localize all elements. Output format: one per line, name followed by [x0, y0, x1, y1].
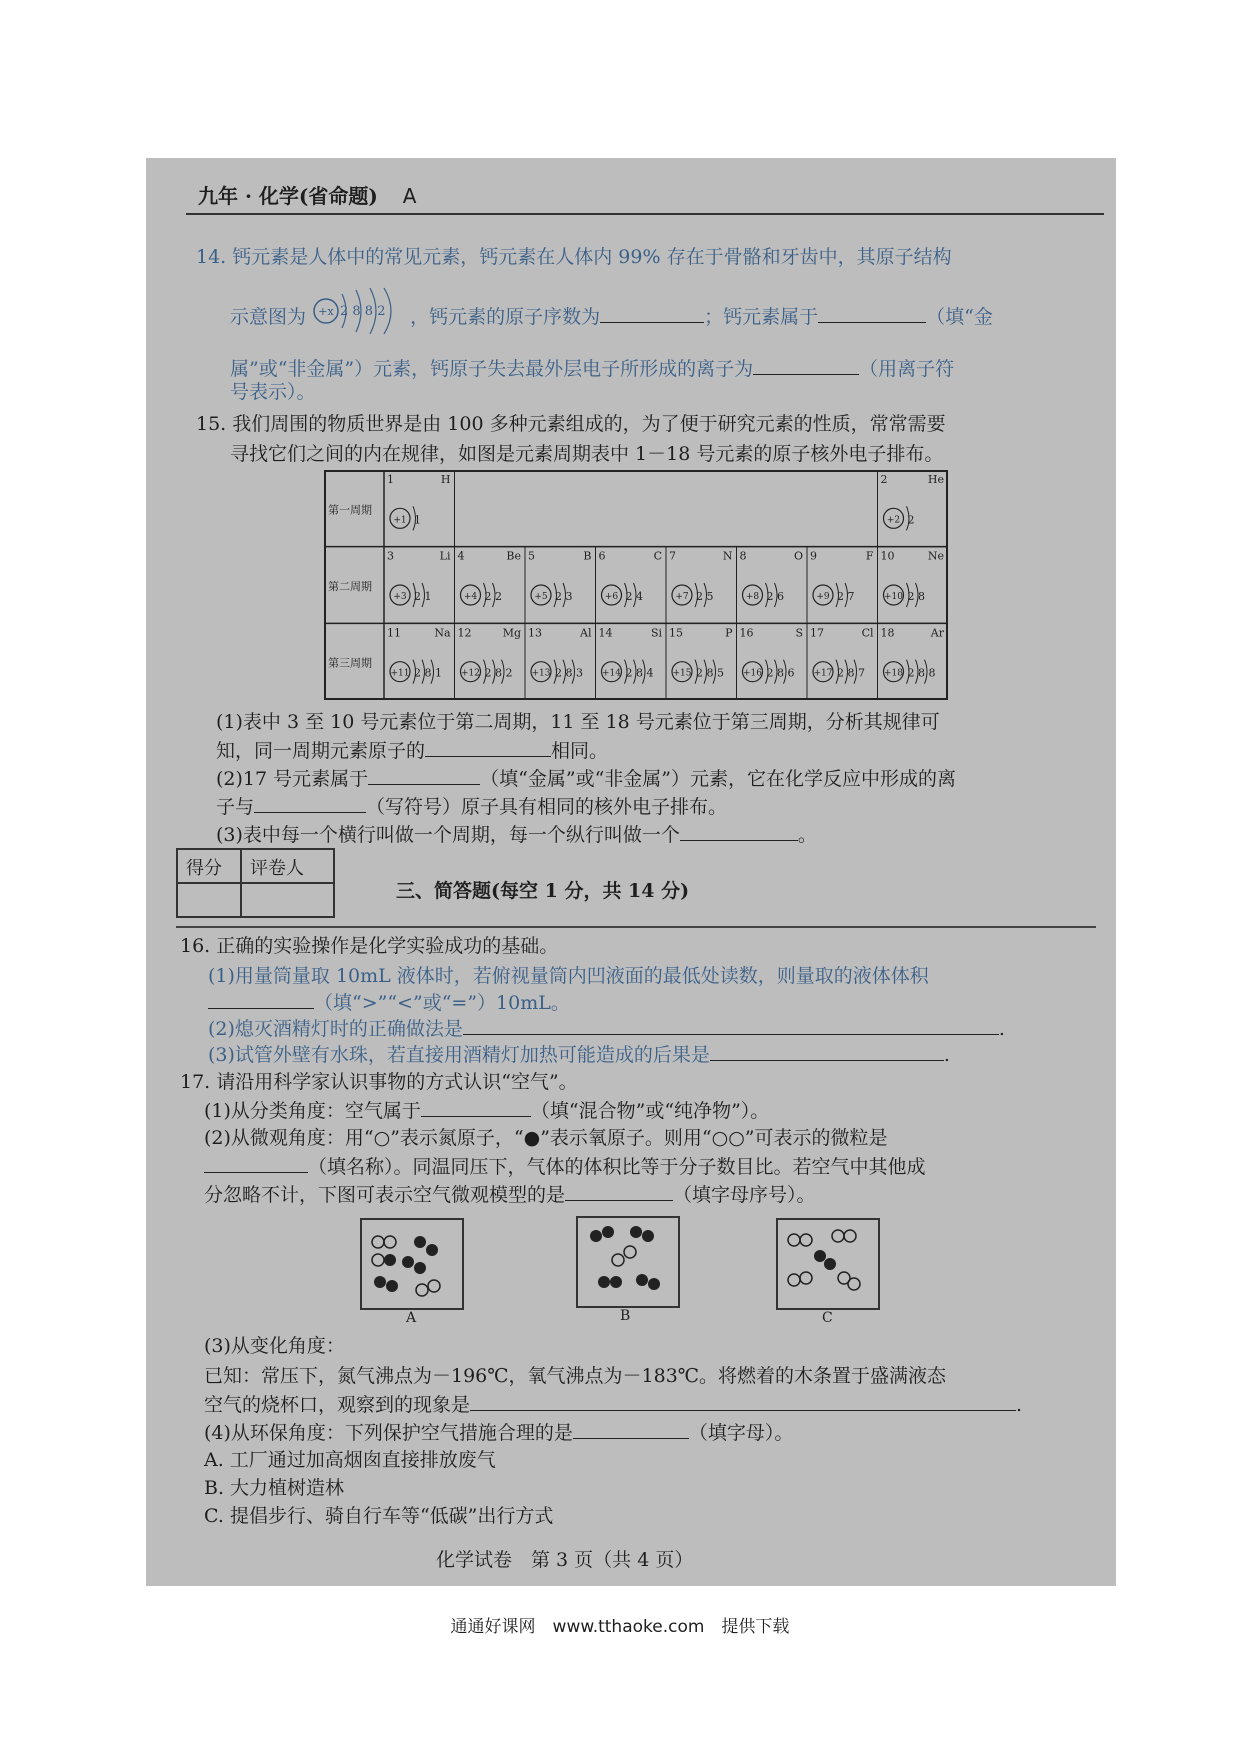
answer-blank[interactable]: [753, 356, 859, 375]
model-a-label: A: [406, 1310, 417, 1326]
element-symbol: H: [440, 473, 451, 486]
nucleus-charge: +11: [390, 668, 410, 679]
nucleus-charge: +2: [886, 515, 901, 526]
q15-p1-post: 相同。: [551, 740, 609, 762]
score-label: 得分: [186, 858, 222, 879]
period-label: 第二周期: [328, 580, 372, 593]
nucleus-charge: +1: [393, 515, 407, 526]
site-footer: 通通好课网 www.tthaoke.com 提供下载: [450, 1617, 790, 1637]
answer-blank[interactable]: [565, 1182, 673, 1201]
q15-p2-line1: [216, 766, 956, 791]
q14-line2-mid: ，钙元素的原子序数为: [410, 306, 601, 328]
atomic-number: 2: [880, 473, 888, 486]
element-cell: [455, 547, 526, 624]
period-label: 第三周期: [328, 656, 372, 670]
answer-blank[interactable]: [600, 304, 704, 323]
electron-shells: 2 8 3: [555, 666, 583, 680]
q17-p1-post: （填“混合物”或“纯净物”）。: [530, 1100, 770, 1122]
section-title: 三、简答题(每空 1 分，共 14 分): [396, 880, 690, 902]
atomic-number: 12: [457, 626, 472, 640]
electron-shells: 1: [414, 513, 421, 527]
nucleus-charge: +5: [534, 592, 548, 602]
atomic-number: 5: [528, 549, 535, 563]
answer-blank[interactable]: [425, 738, 551, 757]
model-c[interactable]: [776, 1218, 880, 1310]
electron-shells: 2 8 8: [907, 666, 936, 680]
q15-p1-line1: (1)表中 3 至 10 号元素位于第二周期，11 至 18 号元素位于第三周期，分析其规律可: [216, 711, 940, 733]
electron-shells: 2 2: [484, 590, 502, 603]
q15-p1-pre: 知，同一周期元素原子的: [216, 740, 426, 762]
element-cell: [807, 623, 878, 700]
q15-p2-line2: [216, 794, 727, 819]
table-border: [325, 471, 947, 699]
nucleus-charge: +12: [461, 668, 480, 679]
model-b-particles: [578, 1218, 678, 1306]
q17-p3-line2-text: 空气的烧杯口，观察到的现象是: [204, 1394, 471, 1416]
answer-blank[interactable]: [204, 1154, 308, 1173]
element-cell: [666, 623, 737, 700]
electron-shells: 2 8: [907, 590, 925, 603]
element-cell: [525, 547, 596, 624]
nucleus-charge: +3: [393, 592, 407, 602]
q17-p4-pre: (4)从环保角度：下列保护空气措施合理的是: [204, 1422, 573, 1444]
element-cell: [384, 623, 455, 700]
model-b-label: B: [620, 1308, 631, 1324]
q16-stem: 16. 正确的实验操作是化学实验成功的基础。: [180, 935, 559, 957]
page-number-footer: 化学试卷 第 3 页（共 4 页）: [436, 1549, 694, 1571]
element-symbol: Cl: [861, 626, 874, 640]
option-b: B. 大力植树造林: [204, 1477, 345, 1499]
q16-p1-line1: (1)用量筒量取 10mL 液体时，若俯视量筒内凹液面的最低处读数，则量取的液体体积: [208, 965, 929, 987]
q16-p3: (3)试管外壁有水珠，若直接用酒精灯加热可能造成的后果是 .: [208, 1044, 950, 1066]
page-header: [198, 180, 416, 209]
option-c: C. 提倡步行、骑自行车等“低碳”出行方式: [204, 1505, 554, 1527]
q15-p3-pre: (3)表中每一个横行叫做一个周期，每一个纵行叫做一个: [216, 824, 680, 846]
element-cell: [666, 547, 737, 624]
answer-blank[interactable]: [470, 1392, 1016, 1411]
element-symbol: Li: [439, 549, 451, 563]
element-cell: [737, 547, 808, 624]
answer-blank[interactable]: [710, 1042, 944, 1061]
answer-blank[interactable]: [254, 794, 366, 813]
header-rule: [186, 213, 1104, 215]
element-cell: [525, 623, 596, 700]
atomic-number: 15: [669, 626, 683, 640]
nucleus-charge: +8: [745, 592, 760, 602]
q15-p2-line2-pre: 子与: [216, 796, 255, 818]
q16-p2-text: (2)熄灭酒精灯时的正确做法是: [208, 1018, 463, 1040]
nucleus-charge: +7: [675, 592, 689, 602]
electron-shells: 2 5: [696, 590, 714, 603]
atomic-number: 9: [810, 549, 817, 563]
q15-p2-pre: (2)17 号元素属于: [216, 768, 369, 790]
nucleus-charge: +9: [816, 592, 830, 602]
electron-shells: 2 8 4: [625, 666, 654, 680]
answer-blank[interactable]: [421, 1098, 531, 1117]
electron-shells: 2 3: [555, 590, 573, 603]
element-cell: [737, 623, 808, 700]
element-symbol: B: [583, 549, 592, 563]
q15-p2-post: （填“金属”或“非金属”）元素，它在化学反应中形成的离: [480, 768, 956, 790]
atomic-number: 4: [457, 549, 465, 563]
element-symbol: Mg: [502, 626, 521, 640]
element-symbol: C: [653, 549, 662, 563]
atomic-number: 7: [669, 549, 676, 563]
q14-line3: [230, 356, 954, 381]
header-title: 九年 · 化学(省命题): [198, 184, 378, 208]
q15-p3: [216, 822, 817, 847]
option-a: A. 工厂通过加高烟囱直接排放废气: [204, 1449, 496, 1471]
nucleus-charge: +17: [813, 668, 833, 679]
electron-shells: 2 1: [414, 590, 432, 603]
nucleus-charge: +13: [531, 668, 551, 679]
q14-line2: [230, 300, 993, 336]
q14-line3-post: （用离子符: [859, 358, 955, 380]
q15-p1-line2: [216, 738, 608, 763]
element-symbol: Al: [580, 626, 592, 640]
element-symbol: Si: [650, 626, 662, 640]
atomic-number: 3: [387, 549, 394, 563]
q14-line2-mid2: ；钙元素属于: [704, 306, 819, 328]
nucleus-charge: +15: [672, 668, 692, 679]
element-symbol: Ar: [930, 626, 944, 640]
q14-line4: 号表示）。: [230, 381, 316, 403]
element-cell: [596, 547, 667, 624]
atomic-number: 8: [739, 549, 747, 563]
section-rule: [176, 926, 1096, 928]
atomic-number: 16: [739, 626, 754, 640]
answer-blank[interactable]: [680, 822, 798, 841]
q17-p1-pre: (1)从分类角度：空气属于: [204, 1100, 421, 1122]
model-a[interactable]: [360, 1218, 464, 1310]
model-b[interactable]: [576, 1216, 680, 1308]
q17-p2-line2: [204, 1154, 926, 1179]
model-a-particles: [362, 1220, 462, 1308]
atomic-number: 13: [528, 626, 542, 640]
nucleus-charge: +10: [884, 592, 903, 602]
atomic-number: 10: [880, 549, 895, 563]
electron-shells: 2 7: [837, 590, 855, 603]
q15-line2: 寻找它们之间的内在规律，如图是元素周期表中 1－18 号元素的原子核外电子排布。: [230, 443, 944, 465]
element-symbol: O: [793, 549, 803, 563]
q14-line3-pre: 属”或“非金属”）元素，钙原子失去最外层电子所形成的离子为: [230, 358, 754, 380]
electron-shells: 2 4: [625, 590, 643, 603]
nucleus-charge: +18: [884, 668, 903, 679]
element-symbol: S: [795, 626, 803, 640]
element-cell: [878, 470, 949, 547]
q17-p3-line1: 已知：常压下，氮气沸点为－196℃，氧气沸点为－183℃。将燃着的木条置于盛满液态: [204, 1365, 947, 1387]
model-c-particles: [778, 1220, 878, 1308]
element-symbol: N: [722, 549, 733, 563]
electron-shells: 2: [907, 513, 915, 527]
answer-blank[interactable]: [208, 990, 314, 1009]
answer-blank[interactable]: [573, 1420, 689, 1439]
atomic-number: 11: [387, 626, 401, 640]
q17-p3-line2: 空气的烧杯口，观察到的现象是 .: [204, 1394, 1023, 1416]
ca-nucleus: +x: [318, 305, 334, 318]
q17-p2-line1: (2)从微观角度：用“○”表示氮原子，“●”表示氧原子。则用“○○”可表示的微粒是: [204, 1127, 888, 1149]
element-symbol: Na: [434, 626, 451, 640]
q17-p1: [204, 1098, 769, 1123]
q15-line1: 15. 我们周围的物质世界是由 100 多种元素组成的，为了便于研究元素的性质，常常需要: [196, 413, 946, 435]
element-cell: [878, 547, 949, 624]
q16-p1-post: （填“>”“<”或“=”）10mL。: [314, 992, 570, 1014]
element-cell: [384, 470, 455, 547]
nucleus-charge: +14: [602, 668, 621, 679]
atomic-number: 17: [810, 626, 824, 640]
answer-blank[interactable]: [368, 766, 480, 785]
model-c-label: C: [822, 1310, 833, 1326]
element-cell: [807, 547, 878, 624]
q17-p4: [204, 1420, 793, 1445]
element-symbol: He: [927, 473, 944, 486]
periodic-table: [324, 470, 948, 700]
period-label: 第一周期: [328, 503, 372, 517]
header-version: A: [402, 184, 417, 208]
element-cell: [596, 623, 667, 700]
answer-blank[interactable]: [818, 304, 926, 323]
grader-label: 评卷人: [250, 858, 304, 879]
element-cell: [878, 623, 949, 700]
q15-p2-line2-post: （写符号）原子具有相同的核外电子排布。: [366, 796, 728, 818]
answer-blank[interactable]: [463, 1016, 999, 1035]
electron-shells: 2 8 1: [414, 666, 442, 680]
q14-line1: 14. 钙元素是人体中的常见元素，钙元素在人体内 99% 存在于骨骼和牙齿中，其原子结构: [196, 246, 952, 268]
calcium-atom-diagram: [312, 286, 404, 336]
electron-shells: 2 6: [766, 590, 784, 603]
element-symbol: F: [865, 549, 874, 563]
nucleus-charge: +4: [463, 592, 478, 602]
q17-stem: 17. 请沿用科学家认识事物的方式认识“空气”。: [180, 1071, 578, 1093]
atomic-number: 18: [880, 626, 895, 640]
q15-p3-post: 。: [797, 824, 817, 846]
element-symbol: Ne: [927, 549, 944, 563]
electron-shells: 2 8 7: [837, 666, 865, 680]
nucleus-charge: +16: [743, 668, 762, 679]
q16-p3-text: (3)试管外壁有水珠，若直接用酒精灯加热可能造成的后果是: [208, 1044, 710, 1066]
electron-shells: 2 8 6: [766, 666, 795, 680]
element-symbol: P: [725, 626, 733, 640]
q17-p2-line3-post: （填字母序号）。: [673, 1184, 816, 1206]
exam-page: [146, 158, 1116, 1586]
atomic-number: 6: [598, 549, 606, 563]
nucleus-charge: +6: [604, 592, 619, 602]
q17-p2-line3: [204, 1182, 816, 1207]
atomic-number: 1: [387, 473, 394, 486]
ca-shells: 2 8 8 2: [340, 304, 386, 319]
electron-shells: 2 8 5: [696, 666, 724, 680]
q17-p3-title: (3)从变化角度：: [204, 1335, 345, 1357]
q17-p2-line2-post: （填名称）。同温同压下，气体的体积比等于分子数目比。若空气中其他成: [308, 1156, 926, 1178]
electron-shells: 2 8 2: [484, 666, 513, 680]
q14-line2-post: （填“金: [926, 306, 993, 328]
q16-p1-line2: [208, 990, 570, 1015]
q17-p4-post: （填字母）。: [688, 1422, 794, 1444]
q17-p2-line3-pre: 分忽略不计，下图可表示空气微观模型的是: [204, 1184, 566, 1206]
score-box: [176, 848, 335, 918]
q14-line2-pre: 示意图为: [230, 306, 307, 328]
element-symbol: Be: [506, 549, 521, 563]
element-cell: [455, 623, 526, 700]
atomic-number: 14: [598, 626, 613, 640]
element-cell: [384, 547, 455, 624]
q16-p2: (2)熄灭酒精灯时的正确做法是 .: [208, 1018, 1005, 1040]
